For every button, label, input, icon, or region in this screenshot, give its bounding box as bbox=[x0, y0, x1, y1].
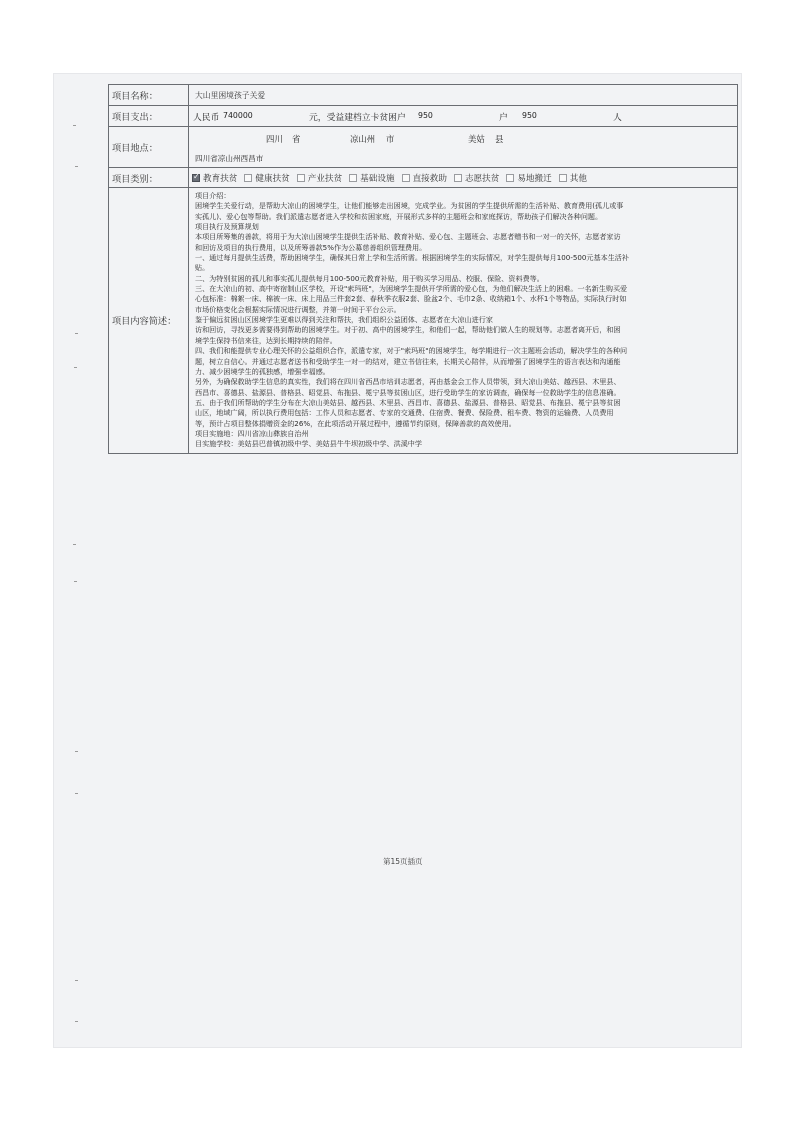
project-category-cell bbox=[189, 168, 738, 188]
location-city: 凉山州 bbox=[350, 134, 376, 144]
checkbox-infrastructure[interactable] bbox=[349, 174, 357, 182]
content-line: 西昌市、喜德县、盐源县、普格县、昭觉县、布拖县、冕宁县等贫困山区，进行受助学生的家访调查，确保每一位救助学生的信息准确。 bbox=[195, 387, 621, 397]
content-line: 五、由于我们所帮助的学生分布在大凉山美姑县、越西县、木里县、西昌市、喜德县、盐源县、普格县、昭觉县、布拖县、冕宁县等贫困 bbox=[195, 397, 621, 407]
content-line: 境学生保持书信来往，达到长期持续的陪伴。 bbox=[195, 335, 337, 345]
row-project-content bbox=[109, 188, 738, 454]
location-province-unit: 省 bbox=[292, 134, 301, 144]
project-name-value: 大山里困境孩子关爱 bbox=[189, 85, 738, 106]
project-budget-label: 项目支出： bbox=[109, 106, 189, 127]
content-line: 三、在大凉山的初、高中寄宿制山区学校，开设"索玛班"，为困境学生提供开学所需的爱心包，为他们解决生活上的困难。一名新生购买爱 bbox=[195, 284, 628, 294]
location-county: 美姑 bbox=[468, 134, 485, 144]
category-other[interactable]: 其他 bbox=[559, 172, 587, 184]
content-line: 项目实施地：四川省凉山彝族自治州 bbox=[195, 428, 309, 438]
budget-households: 950 bbox=[418, 111, 433, 120]
category-education[interactable]: ✓ 教育扶贫 bbox=[192, 172, 237, 184]
scan-speck bbox=[74, 367, 77, 368]
content-line: 项目介绍： bbox=[195, 191, 231, 200]
content-line: 等，预计占项目整体捐赠资金的26%，在此项活动开展过程中，遵循节约原则，保障善款的高效使用。 bbox=[195, 418, 516, 428]
content-line: 二、为特别贫困的孤儿和事实孤儿提供每月100-500元教育补贴，用于购买学习用品、校服、保险、资料费等。 bbox=[195, 273, 544, 283]
category-relocation[interactable]: 易地搬迁 bbox=[506, 172, 551, 184]
content-line: 一、通过每月提供生活费，帮助困境学生，确保其日常上学和生活所需。根据困境学生的实际情况，对学生提供每月100-500元基本生活补 bbox=[195, 253, 629, 263]
budget-unit-text: 元，受益建档立卡贫困户 bbox=[309, 113, 406, 123]
content-line: 力、减少困境学生的孤独感，增强幸福感。 bbox=[195, 366, 330, 376]
location-province: 四川 bbox=[266, 134, 283, 144]
project-budget-cell bbox=[189, 106, 738, 127]
scanned-page bbox=[53, 73, 742, 1048]
scan-speck bbox=[75, 980, 78, 981]
project-category-label: 项目类别： bbox=[109, 168, 189, 188]
content-line: 和回访及项目的执行费用，以及所筹善款5%作为公募慈善组织管理费用。 bbox=[195, 242, 427, 252]
checkbox-other[interactable] bbox=[559, 174, 567, 182]
project-name-label: 项目名称： bbox=[109, 85, 189, 106]
category-volunteer[interactable]: 志愿扶贫 bbox=[454, 172, 499, 184]
scan-speck bbox=[74, 581, 77, 582]
category-industry[interactable]: 产业扶贫 bbox=[297, 172, 342, 184]
project-content-label: 项目内容简述： bbox=[109, 188, 189, 454]
category-health[interactable]: 健康扶贫 bbox=[244, 172, 289, 184]
scan-speck bbox=[75, 751, 78, 752]
location-detail: 四川省凉山州西昌市 bbox=[195, 154, 264, 163]
scan-speck bbox=[73, 544, 76, 545]
content-line: 困境学生关爱行动，是帮助大凉山的困境学生，让他们能够走出困境，完成学业。为贫困的学生提供所需的生活补贴、教育费用(孤儿或事 bbox=[195, 201, 624, 211]
content-line: 本项目所筹集的善款，将用于为大凉山困境学生提供生活补贴、教育补贴、爱心包、主题班会、志愿者赠书和一对一的关怀，志愿者家访 bbox=[195, 232, 621, 242]
content-line: 四、我们和能提供专业心理关怀的公益组织合作，派遣专家，对于"索玛班"的困境学生，每学期进行一次主题班会活动，解决学生的各种问 bbox=[195, 346, 628, 356]
project-content-text bbox=[189, 188, 738, 454]
scan-speck bbox=[75, 166, 78, 167]
content-line: 贴。 bbox=[195, 263, 210, 273]
checkbox-relocation[interactable] bbox=[506, 174, 514, 182]
budget-people-unit: 人 bbox=[613, 113, 622, 123]
content-line: 实孤儿)、爱心包等帮助。我们派遣志愿者进入学校和贫困家庭，开展形式多样的主题班会和家庭探访，帮助孩子们解决各种问题。 bbox=[195, 211, 603, 221]
row-project-location bbox=[109, 127, 738, 168]
content-line: 目实施学校：美姑县巴普镇初级中学、美姑县牛牛坝初级中学、洪溪中学 bbox=[195, 439, 422, 449]
location-county-unit: 县 bbox=[495, 134, 504, 144]
project-form-table bbox=[108, 84, 738, 454]
project-location-cell bbox=[189, 127, 738, 168]
content-line: 访和回访，寻找更多需要得到帮助的困境学生。对于初、高中的困境学生，和他们一起，帮助他们做人生的规划等。志愿者离开后，和困 bbox=[195, 325, 621, 335]
budget-households-unit: 户 bbox=[499, 113, 508, 123]
row-project-budget bbox=[109, 106, 738, 127]
location-city-unit: 市 bbox=[386, 134, 395, 144]
scan-speck bbox=[75, 333, 78, 334]
content-line: 心包标准：棉絮一床、棉被一床、床上用品三件套2套、春秋季衣服2套、脸盆2个、毛巾2条、收纳箱1个、水杯1个等物品，实际执行时如 bbox=[195, 294, 627, 304]
checkbox-volunteer[interactable] bbox=[454, 174, 462, 182]
budget-people: 950 bbox=[522, 111, 537, 120]
row-project-name bbox=[109, 85, 738, 106]
page-footer-label: 第15页插页 bbox=[383, 857, 423, 866]
scan-speck bbox=[73, 125, 76, 126]
budget-amount: 740000 bbox=[223, 111, 253, 120]
scan-speck bbox=[75, 1021, 78, 1022]
row-project-category bbox=[109, 168, 738, 188]
category-direct-aid[interactable]: 直接救助 bbox=[402, 172, 447, 184]
content-line: 项目执行及预算规划 bbox=[195, 222, 259, 232]
content-line: 另外，为确保救助学生信息的真实性，我们将在四川省西昌市培训志愿者，再由基金会工作人员带领，到大凉山美姑、越西县、木里县、 bbox=[195, 377, 621, 387]
checkbox-health[interactable] bbox=[244, 174, 252, 182]
checkbox-education[interactable] bbox=[192, 174, 200, 182]
scan-speck bbox=[75, 793, 78, 794]
content-line: 市场价格变化会根据实际情况进行调整，并第一时间于平台公示。 bbox=[195, 304, 401, 314]
content-line: 题，树立自信心。并通过志愿者送书和受助学生一对一的结对，建立书信往来，长期关心陪伴，从而增强了困境学生的语言表达和沟通能 bbox=[195, 356, 621, 366]
project-location-label: 项目地点： bbox=[109, 127, 189, 168]
content-line: 鉴于偏远贫困山区困境学生更难以得到关注和帮扶，我们组织公益团体、志愿者在大凉山进行家 bbox=[195, 315, 493, 325]
category-infrastructure[interactable]: 基础设施 bbox=[349, 172, 394, 184]
checkbox-industry[interactable] bbox=[297, 174, 305, 182]
content-line: 山区，地域广阔，所以执行费用包括：工作人员和志愿者、专家的交通费、住宿费、餐费、保险费、租车费、物资的运输费、人员费用 bbox=[195, 408, 614, 418]
checkbox-direct-aid[interactable] bbox=[402, 174, 410, 182]
budget-currency: 人民币 bbox=[193, 113, 220, 123]
